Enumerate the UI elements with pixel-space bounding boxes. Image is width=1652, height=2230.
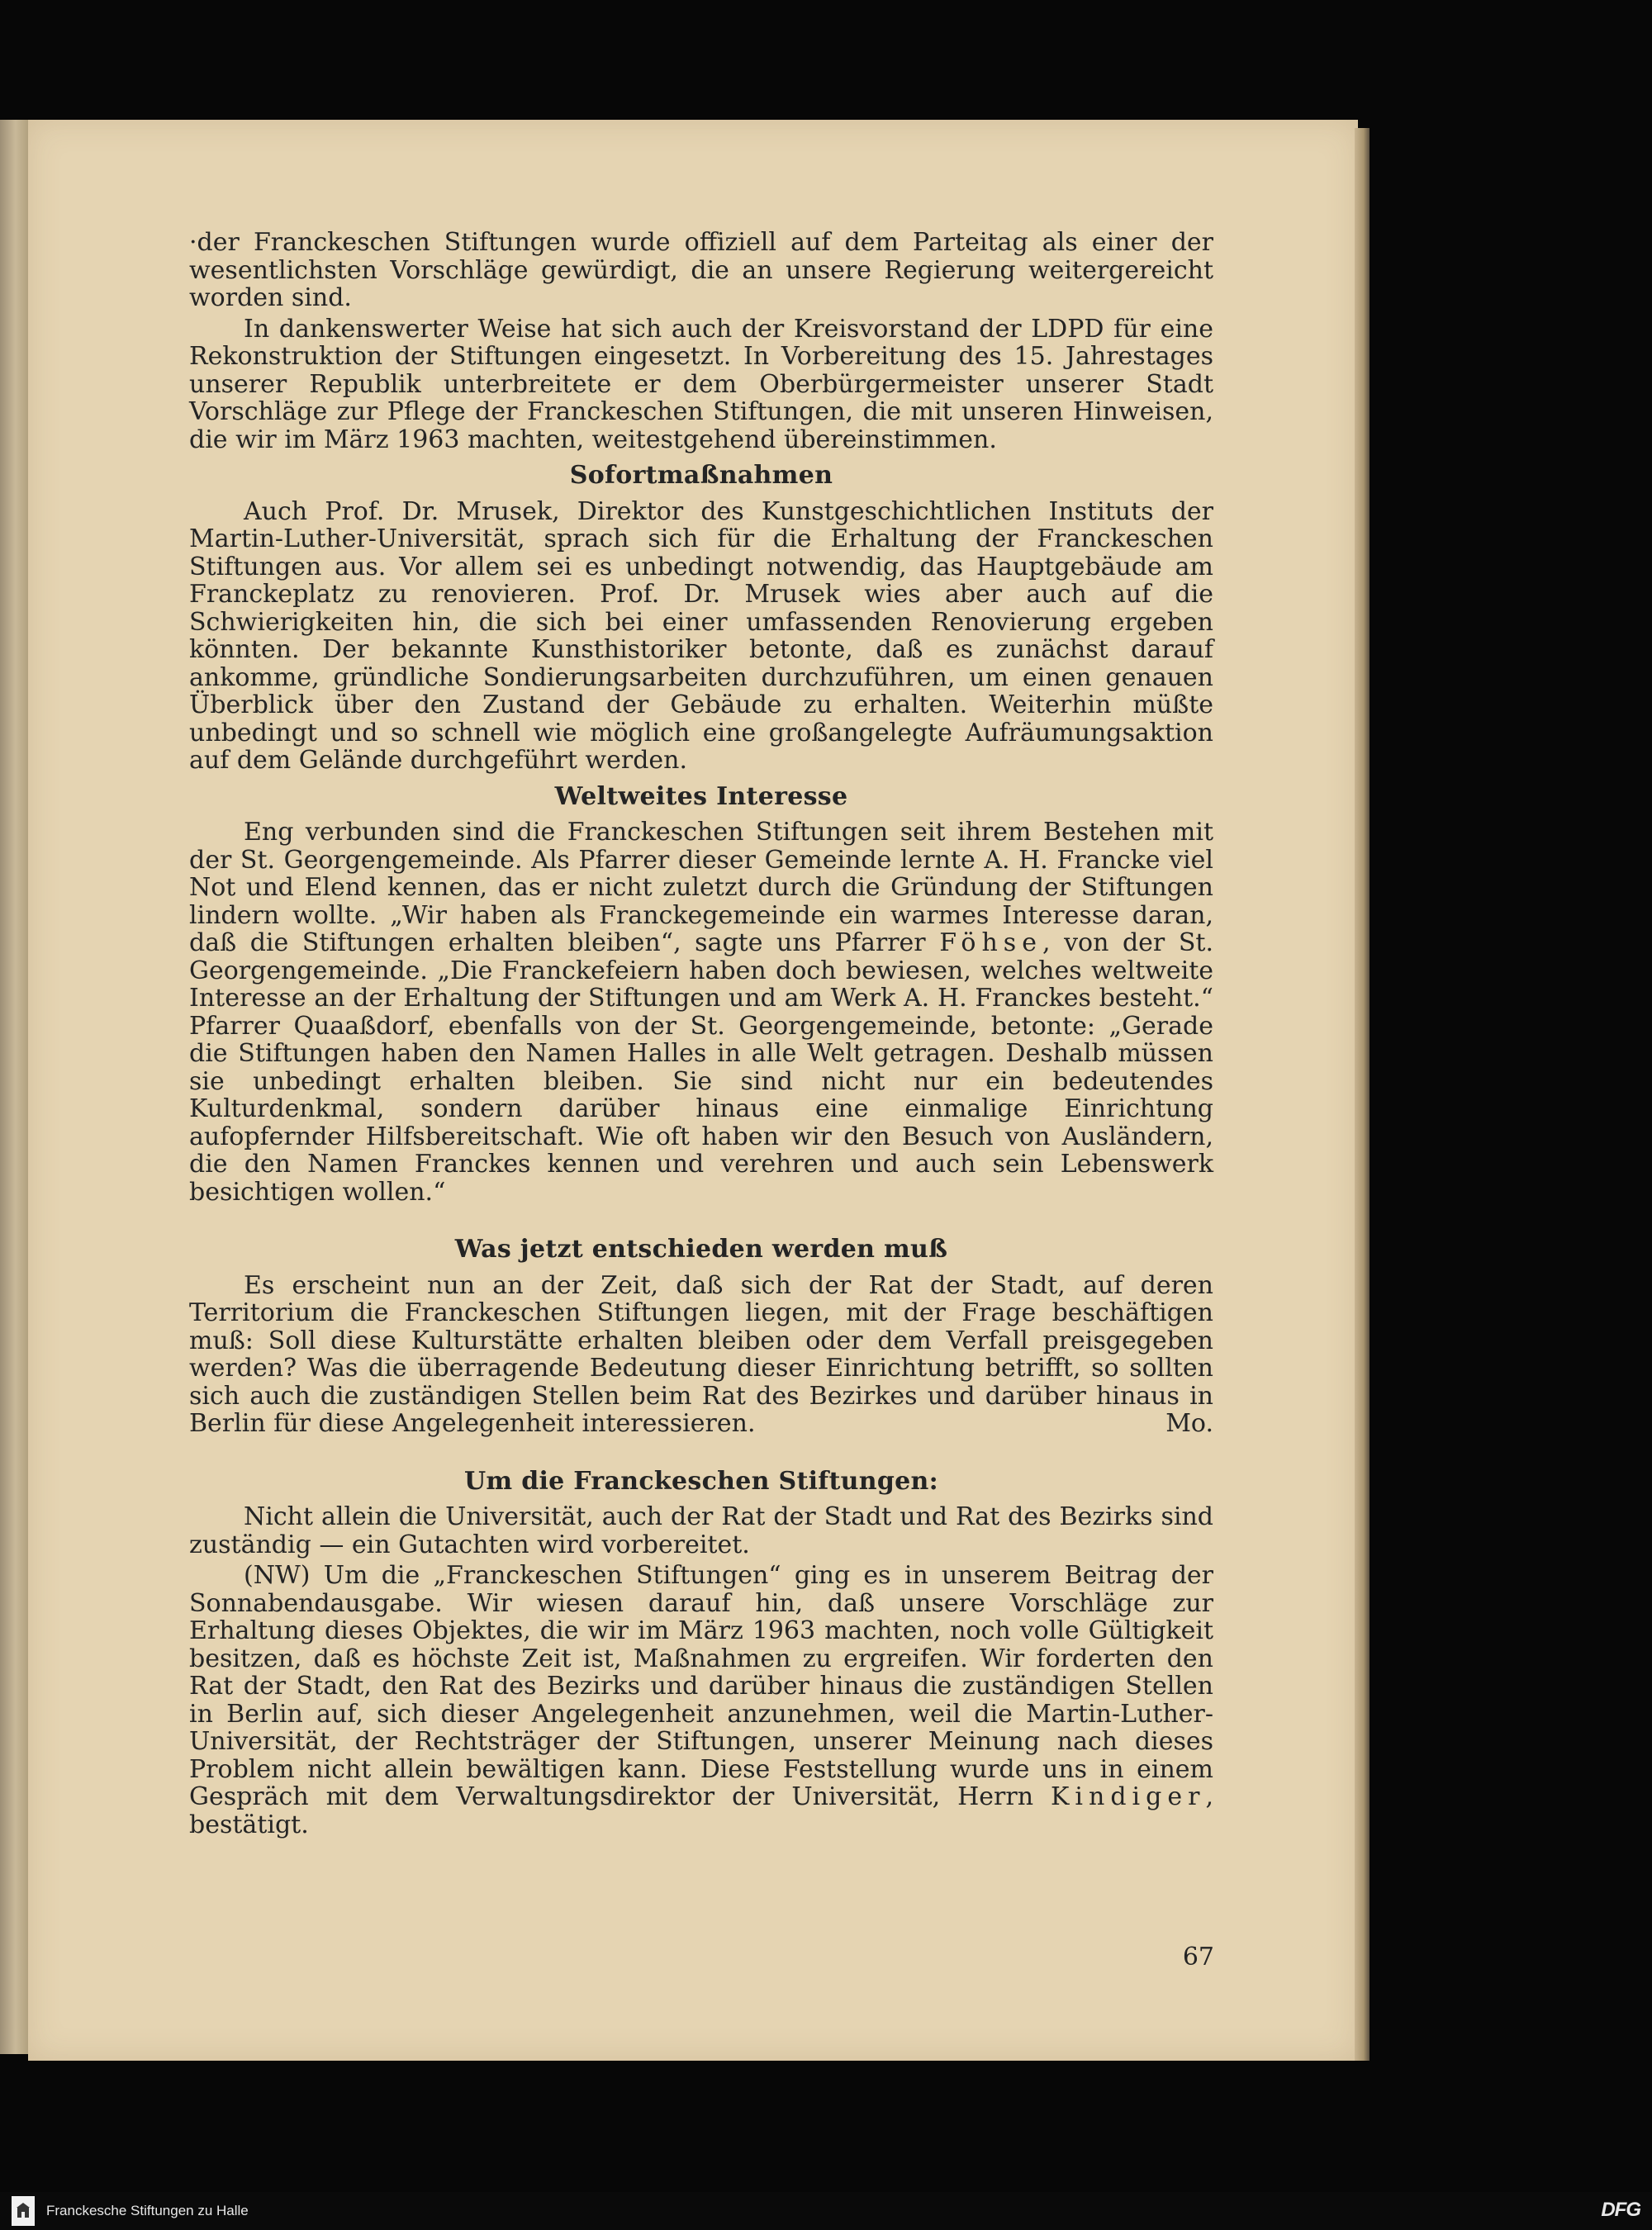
paragraph-nw-report	[189, 1562, 1213, 1839]
name-kindiger: Kindiger	[1051, 1782, 1206, 1811]
lead-paragraph: Nicht allein die Universität, auch der Rat der Stadt und Rat des Bezirks sind zuständig — ein Gutachten wird vorbereitet.	[189, 1502, 1213, 1559]
paragraph-sofortmassnahmen: Auch Prof. Dr. Mrusek, Direktor des Kunstgeschichtlichen Instituts der Martin-Luther-Universität, sprach sich für die Erhaltung der Franckeschen Stiftungen aus. Vor allem sei es unbedingt notwendig, das Hauptgebäude am Franckeplatz zu renovieren. Prof. Dr. Mrusek wies aber auch auf die Schwierigkeiten hin, die sich bei einer umfassenden Renovierung ergeben könnten. Der bekannte Kunsthistoriker betonte, daß es zunächst darauf ankomme, gründliche Sondierungsarbeiten durchzuführen, um einen genauen Überblick über den Zustand der Gebäude zu erhalten. Weiterhin müßte unbedingt und so schnell wie möglich eine großangelegte Aufräumungsaktion auf dem Gelände durchgeführt werden.	[189, 496, 1213, 775]
report-ending: , bestätigt.	[189, 1782, 1213, 1839]
text-before-name: Eng verbunden sind die Franckeschen Stiftungen seit ihrem Bestehen mit der St. Georgengemeinde. Als Pfarrer dieser Gemeinde lernte A. H. Francke viel Not und Elend kennen, das er nicht zuletzt durch die Gründung der Stiftungen lindern wollte. „Wir haben als Franckegemeinde ein warmes Interesse daran, daß die Stiftungen erhalten bleiben“, sagte uns Pfarrer	[189, 818, 1213, 957]
institution-name: Franckesche Stiftungen zu Halle	[46, 2203, 249, 2218]
page-right-edge	[1355, 128, 1370, 2061]
report-text: (NW) Um die „Franckeschen Stiftungen“ ging es in unserem Beitrag der Sonnabendausgabe. Wir wiesen darauf hin, daß unsere Vorschläge zur Erhaltung dieses Objektes, die wir im März 1963 machten, noch volle Gültigkeit besitzen, daß es höchste Zeit ist, Maßnahmen zu ergreifen. Wir forderten den Rat der Stadt, den Rat des Bezirks und darüber hinaus die zuständigen Stellen in Berlin auf, sich dieser Angelegenheit anzunehmen, weil die Martin-Luther-Universität, der Rechtsträger der Stiftungen, unserer Meinung nach dieses Problem nicht allein bewältigen kann. Diese Feststellung wurde uns in einem Gespräch mit dem Verwaltungsdirektor der Universität, Herrn	[189, 1561, 1213, 1811]
scanned-page	[28, 120, 1358, 2061]
dfg-logo: DFG	[1601, 2199, 1640, 2221]
heading-weltweites-interesse: Weltweites Interesse	[554, 781, 848, 811]
paragraph-weltweites-interesse	[189, 818, 1213, 1206]
heading-was-jetzt-entschieden: Was jetzt entschieden werden muß	[454, 1235, 948, 1264]
heading-sofortmassnahmen: Sofortmaßnahmen	[569, 461, 833, 490]
paragraph-2: In dankenswerter Weise hat sich auch der Kreisvorstand der LDPD für eine Rekonstruktion der Stiftungen eingesetzt. In Vorbereitung des 15. Jahrestages unserer Republik unterbreitete er dem Oberbürgermeister unserer Stadt Vorschläge zur Pflege der Franckeschen Stiftungen, die mit unseren Hinweisen, die wir im März 1963 machten, weitestgehend übereinstimmen.	[189, 314, 1213, 454]
decision-text: Es erscheint nun an der Zeit, daß sich der Rat der Stadt, auf deren Territorium die Franckeschen Stiftungen liegen, mit der Frage beschäftigen muß: Soll diese Kulturstätte erhalten bleiben oder dem Verfall preisgegeben werden? Was die überragende Bedeutung dieser Einrichtung betrifft, so sollten sich auch die zuständigen Stellen beim Rat des Bezirkes und darüber hinaus in Berlin für diese Angelegenheit interessieren.	[189, 1270, 1213, 1438]
text-after-name: , von der St. Georgengemeinde. „Die Franckefeiern haben doch bewiesen, welches weltweite Interesse an der Erhaltung der Stiftungen und am Werk A. H. Franckes besteht.“ Pfarrer Quaaßdorf, ebenfalls von der St. Georgengemeinde, betonte: „Gerade die Stiftungen haben den Namen Halles in alle Welt getragen. Deshalb müssen sie unbedingt erhalten bleiben. Sie sind nicht nur ein bedeutendes Kulturdenkmal, sondern darüber hinaus eine einmalige Einrichtung aufopfernder Hilfsbereitschaft. Wie oft haben wir den Besuch von Ausländern, die den Namen Franckes kennen und verehren und auch sein Lebenswerk besichtigen wollen.“	[189, 928, 1213, 1207]
footer-bar	[0, 2192, 1652, 2230]
name-foehse: Föhse	[939, 928, 1042, 957]
heading-um-die-franckeschen-stiftungen: Um die Franckeschen Stiftungen:	[463, 1466, 939, 1496]
page-number: 67	[1182, 1943, 1214, 1971]
author-signature: Mo.	[1165, 1409, 1213, 1438]
left-page-edge	[0, 120, 30, 2054]
paragraph-was-jetzt-entschieden	[189, 1272, 1213, 1438]
paragraph-1: ·der Franckeschen Stiftungen wurde offiziell auf dem Parteitag als einer der wesentlichsten Vorschläge gewürdigt, die an unsere Regierung weitergereicht worden sind.	[189, 228, 1213, 312]
article-text	[189, 229, 1213, 1842]
building-icon	[16, 2201, 31, 2221]
institution-logo-icon	[12, 2196, 35, 2226]
